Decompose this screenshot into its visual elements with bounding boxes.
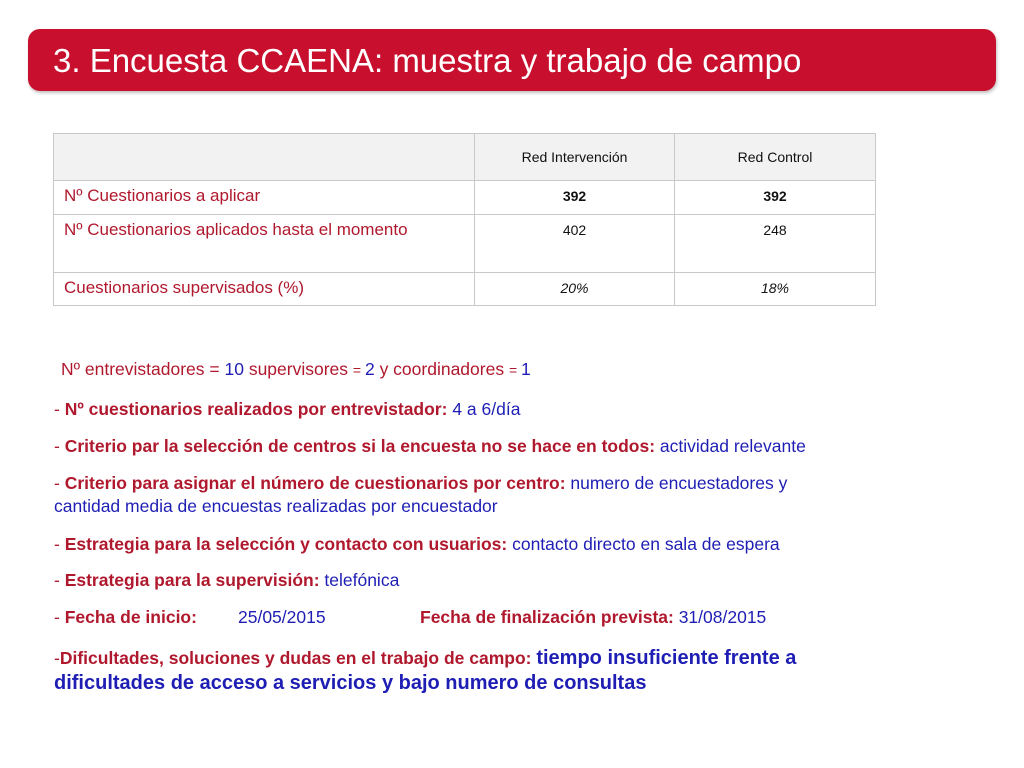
- item-value: actividad relevante: [659, 436, 806, 456]
- staff-text: Nº entrevistadores =: [61, 359, 225, 379]
- item-value: tiempo insuficiente frente a: [536, 647, 797, 669]
- header-cell-intervencion: Red Intervención: [475, 134, 675, 181]
- cell-intervencion: 402: [475, 215, 675, 273]
- item-value: cantidad media de encuestas realizadas por encuestador: [54, 496, 498, 516]
- header-cell-control: Red Control: [675, 134, 876, 181]
- staff-text: supervisores: [243, 359, 353, 379]
- row-label: Cuestionarios supervisados (%): [54, 273, 475, 306]
- row-label: Nº Cuestionarios a aplicar: [54, 181, 475, 215]
- line-contact-strategy: [54, 533, 780, 555]
- start-date: [238, 606, 326, 628]
- cell-control: 248: [675, 215, 876, 273]
- data-table: [53, 133, 876, 306]
- staff-value: 2: [364, 359, 375, 379]
- cell-control: 392: [675, 181, 876, 215]
- dash: -: [54, 473, 65, 493]
- line-difficulties: [54, 647, 796, 669]
- staff-text: y coordinadores: [374, 359, 509, 379]
- item-value: contacto directo en sala de espera: [512, 534, 780, 554]
- table-row: [54, 273, 876, 306]
- table-row: [54, 181, 876, 215]
- row-label: Nº Cuestionarios aplicados hasta el momento: [54, 215, 475, 273]
- staff-value: 1: [521, 359, 531, 379]
- cell-control: 18%: [675, 273, 876, 306]
- end-date-value: 31/08/2015: [678, 607, 767, 627]
- staff-text: =: [352, 362, 365, 378]
- dash: -: [54, 607, 65, 627]
- start-date-label: Fecha de inicio:: [64, 607, 197, 627]
- line-difficulties-cont: [54, 672, 646, 694]
- dash: -: [54, 570, 65, 590]
- line-assignment-criteria: [54, 472, 787, 494]
- cell-intervencion: 392: [475, 181, 675, 215]
- line-supervision-strategy: [54, 569, 399, 591]
- item-label: Estrategia para la selección y contacto con usuarios:: [64, 534, 513, 554]
- title-bar: [28, 29, 996, 91]
- line-per-interviewer: [54, 398, 520, 420]
- end-date-label: Fecha de finalización prevista:: [420, 607, 679, 627]
- header-cell-empty: [54, 134, 475, 181]
- end-date: [420, 606, 766, 628]
- staff-value: 10: [224, 359, 244, 379]
- line-dates: [54, 606, 197, 628]
- start-date-value: 25/05/2015: [238, 607, 326, 627]
- item-value: telefónica: [324, 570, 400, 590]
- item-label: Estrategia para la supervisión:: [64, 570, 325, 590]
- line-selection-criteria: [54, 435, 806, 457]
- item-label: Dificultades, soluciones y dudas en el trabajo de campo:: [59, 648, 537, 668]
- dash: -: [54, 399, 65, 419]
- table-row: [54, 215, 876, 273]
- dash: -: [54, 648, 60, 668]
- dash: -: [54, 436, 65, 456]
- item-label: Nº cuestionarios realizados por entrevistador:: [64, 399, 453, 419]
- item-value: 4 a 6/día: [452, 399, 521, 419]
- table-header-row: [54, 134, 876, 181]
- item-value: dificultades de acceso a servicios y bajo numero de consultas: [54, 672, 647, 694]
- item-label: Criterio par la selección de centros si la encuesta no se hace en todos:: [64, 436, 660, 456]
- item-value: numero de encuestadores y: [565, 473, 788, 493]
- dash: -: [54, 534, 65, 554]
- staff-text: =: [508, 362, 522, 378]
- line-assignment-criteria-cont: [54, 495, 498, 517]
- line-staff: [61, 358, 531, 381]
- item-label: Criterio para asignar el número de cuestionarios por centro:: [64, 473, 566, 493]
- cell-intervencion: 20%: [475, 273, 675, 306]
- page-title: 3. Encuesta CCAENA: muestra y trabajo de campo: [53, 42, 802, 79]
